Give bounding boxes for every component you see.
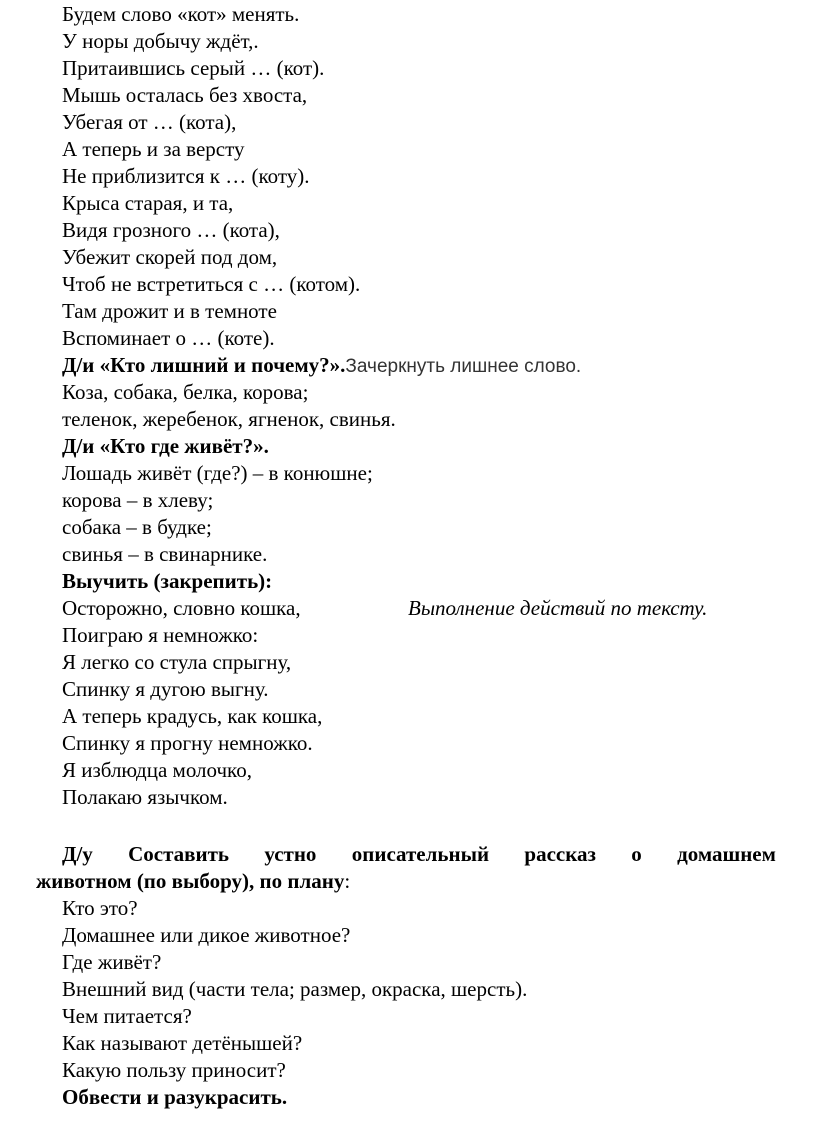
plan-question: Домашнее или дикое животное? [62,923,351,947]
poem-line: Будем слово «кот» менять. [62,2,300,26]
learn-line: Полакаю язычком. [62,785,228,809]
poem-line: Чтоб не встретиться с … (котом). [62,272,361,296]
habitat-row: собака – в будке; [62,515,212,539]
plan-question: Какую пользу приносит? [62,1058,286,1082]
poem-line: Убегая от … (кота), [62,110,237,134]
task-title-word: Д/у [62,842,93,866]
word-row: теленок, жеребенок, ягненок, свинья. [62,407,396,431]
task-title-word: описательный [351,842,490,866]
game-habitat-title: Д/и «Кто где живёт?». [62,434,269,458]
habitat-row: корова – в хлеву; [62,488,214,512]
poem-line: Вспоминает о … (коте). [62,326,275,350]
poem-line: Притаившись серый … (кот). [62,56,325,80]
task-title-word: домашнем [677,842,776,866]
habitat-row: свинья – в свинарнике. [62,542,268,566]
poem-line: Там дрожит и в темноте [62,299,277,323]
task-title-continuation [36,868,350,895]
learn-title: Выучить (закрепить): [62,569,273,593]
game-odd-one-out-title: Д/и «Кто лишний и почему?». [62,353,346,377]
task-title-line2: животном (по выбору), по плану [36,869,345,893]
plan-question: Как называют детёнышей? [62,1031,303,1055]
poem-line: Не приблизится к … (коту). [62,164,310,188]
learn-line: Спинку я прогну немножко. [62,731,313,755]
plan-question: Чем питается? [62,1004,192,1028]
plan-question: Где живёт? [62,950,162,974]
poem-line: Крыса старая, и та, [62,191,234,215]
task-title-word: о [631,842,642,866]
learn-note: Выполнение действий по тексту. [408,596,708,620]
task-title-line [62,841,776,868]
learn-line: Осторожно, словно кошка, [62,596,301,620]
learn-line: Я легко со стула спрыгну, [62,650,292,674]
task-title-colon: : [344,869,351,893]
game-odd-one-out-heading [62,352,581,380]
poem-line: Видя грозного … (кота), [62,218,280,242]
learn-line: Поиграю я немножко: [62,623,259,647]
word-row: Коза, собака, белка, корова; [62,380,309,404]
poem-line: Убежит скорей под дом, [62,245,278,269]
task-title-word: устно [264,842,317,866]
poem-line: У норы добычу ждёт,. [62,29,259,53]
final-instruction: Обвести и разукрасить. [62,1085,288,1109]
task-title-word: Составить [128,842,230,866]
plan-question: Внешний вид (части тела; размер, окраска, шерсть). [62,977,528,1001]
poem-line: Мышь осталась без хвоста, [62,83,308,107]
learn-line: А теперь крадусь, как кошка, [62,704,323,728]
habitat-row: Лошадь живёт (где?) – в конюшне; [62,461,373,485]
game-odd-one-out-instruction: Зачеркнуть лишнее слово. [345,356,582,377]
plan-question: Кто это? [62,896,138,920]
learn-line: Я изблюдца молочко, [62,758,252,782]
learn-line: Спинку я дугою выгну. [62,677,269,701]
poem-line: А теперь и за версту [62,137,245,161]
task-title-word: рассказ [524,842,596,866]
